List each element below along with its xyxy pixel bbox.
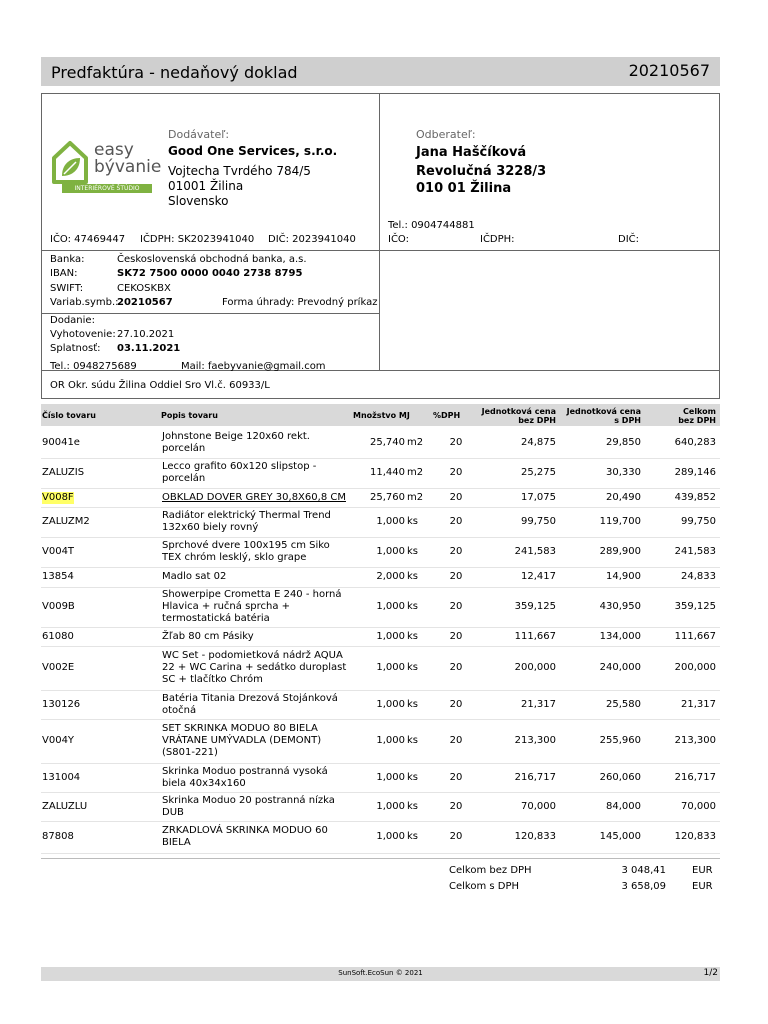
- item-description: [162, 540, 347, 564]
- supplier-dic: DIČ: 2023941040: [268, 234, 356, 245]
- item-quantity: 1,000: [376, 516, 405, 527]
- col-unit-gross-header-line2: s DPH: [614, 416, 641, 425]
- item-quantity: 1,000: [376, 699, 405, 710]
- payment-method: Forma úhrady: Prevodný príkaz: [222, 297, 378, 308]
- document-title: Predfaktúra - nedaňový doklad: [51, 63, 298, 82]
- due-label: Splatnosť:: [50, 343, 101, 354]
- item-unit: ks: [407, 735, 419, 746]
- item-description-line: Skrinka Moduo postranná vysoká: [162, 766, 328, 777]
- item-description-line: Showerpipe Crometta E 240 - horná: [162, 589, 342, 600]
- item-total: 289,146: [674, 467, 716, 478]
- item-unit: ks: [407, 699, 419, 710]
- company-logo: [50, 138, 162, 194]
- item-description-line: Hlavica + ručná sprcha +: [162, 601, 291, 612]
- col-code-header: Číslo tovaru: [42, 411, 96, 420]
- col-desc-header: Popis tovaru: [161, 411, 218, 420]
- item-quantity: 1,000: [376, 601, 405, 612]
- item-unit-gross-price: 14,900: [606, 571, 641, 582]
- supplier-country: Slovensko: [168, 194, 229, 208]
- item-description-line: biela 40x34x160: [162, 778, 246, 789]
- contact-tel: Tel.: 0948275689: [50, 361, 137, 372]
- item-unit: ks: [407, 516, 419, 527]
- item-total: 640,283: [674, 437, 716, 448]
- item-unit-gross-price: 20,490: [606, 492, 641, 503]
- col-unit-gross-header-line1: Jednotková cena: [566, 407, 641, 416]
- item-description: [162, 571, 347, 583]
- item-quantity: 1,000: [376, 631, 405, 642]
- issue-label: Vyhotovenie:: [50, 329, 116, 340]
- col-total-header: [678, 407, 716, 425]
- item-unit-net-price: 12,417: [521, 571, 556, 582]
- table-row: [41, 719, 720, 764]
- logo-tagline: INTERIÉROVÉ ŠTÚDIO: [62, 184, 152, 193]
- col-qty-header: Množstvo MJ: [353, 411, 410, 420]
- item-code: 90041e: [42, 437, 80, 448]
- customer-label: Odberateľ:: [416, 128, 476, 141]
- total-gross-value: 3 658,09: [621, 881, 666, 892]
- table-row: [41, 567, 720, 588]
- item-unit-net-price: 17,075: [521, 492, 556, 503]
- header-divider-h1: [41, 250, 720, 251]
- table-row: [41, 587, 720, 628]
- item-description-line: Johnstone Beige 120x60 rekt.: [162, 431, 310, 442]
- item-description: [162, 510, 347, 534]
- item-description-line: SC + tlačítko Chróm: [162, 674, 263, 685]
- item-description: [162, 825, 347, 849]
- item-code: 13854: [42, 571, 74, 582]
- variable-symbol-label: Variab.symb.:: [50, 297, 119, 308]
- item-description-line: TEX chróm lesklý, sklo grape: [162, 552, 307, 563]
- item-vat: 20: [449, 467, 463, 478]
- item-vat: 20: [449, 546, 463, 557]
- item-total: 213,300: [674, 735, 716, 746]
- item-unit: m2: [407, 492, 424, 503]
- item-unit-net-price: 213,300: [514, 735, 556, 746]
- item-unit-gross-price: 289,900: [599, 546, 641, 557]
- item-code: V004T: [42, 546, 75, 557]
- item-unit-net-price: 200,000: [514, 662, 556, 673]
- item-quantity: 1,000: [376, 831, 405, 842]
- item-unit-gross-price: 84,000: [606, 801, 641, 812]
- item-unit-gross-price: 430,950: [599, 601, 641, 612]
- item-quantity: 1,000: [376, 801, 405, 812]
- item-unit-net-price: 120,833: [514, 831, 556, 842]
- item-description-line: Skrinka Moduo 20 postranná nízka: [162, 795, 335, 806]
- swift-value: CEKOSKBX: [117, 283, 171, 294]
- col-unit-gross-header: [567, 407, 641, 425]
- item-total: 241,583: [674, 546, 716, 557]
- item-code: V002E: [42, 662, 75, 673]
- document-title-bar: [41, 57, 720, 86]
- item-vat: 20: [449, 662, 463, 673]
- item-quantity: 1,000: [376, 735, 405, 746]
- item-unit-net-price: 25,275: [521, 467, 556, 478]
- item-code: 131004: [42, 772, 81, 783]
- item-quantity: 11,440: [370, 467, 405, 478]
- page-number: 1/2: [703, 968, 718, 978]
- item-total: 21,317: [681, 699, 716, 710]
- item-vat: 20: [449, 516, 463, 527]
- customer-street: Revolučná 3228/3: [416, 164, 547, 179]
- bank-label: Banka:: [50, 254, 85, 265]
- customer-city: 010 01 Žilina: [416, 181, 512, 196]
- supplier-street: Vojtecha Tvrdého 784/5: [168, 164, 311, 178]
- item-description-line: SET SKRINKA MODUO 80 BIELA: [162, 723, 318, 734]
- total-net-label: Celkom bez DPH: [449, 865, 532, 876]
- item-code: 130126: [42, 699, 81, 710]
- table-row: [41, 763, 720, 793]
- item-vat: 20: [449, 801, 463, 812]
- item-code: ZALUZLU: [42, 801, 88, 812]
- issue-date: 27.10.2021: [117, 329, 175, 340]
- item-unit-gross-price: 119,700: [599, 516, 641, 527]
- item-unit-net-price: 111,667: [514, 631, 556, 642]
- supplier-city: 01001 Žilina: [168, 179, 244, 193]
- item-code: ZALUZIS: [42, 467, 85, 478]
- item-total: 359,125: [674, 601, 716, 612]
- item-vat: 20: [449, 437, 463, 448]
- item-description-line: 22 + WC Carina + sedátko duroplast: [162, 662, 347, 673]
- table-row: [41, 537, 720, 568]
- item-unit-gross-price: 30,330: [606, 467, 641, 478]
- table-row: [41, 690, 720, 720]
- item-unit-net-price: 241,583: [514, 546, 556, 557]
- item-description: [162, 693, 347, 717]
- item-code: 61080: [42, 631, 74, 642]
- item-description: [162, 492, 347, 504]
- supplier-ico: IČO: 47469447: [50, 234, 126, 245]
- item-total: 216,717: [674, 772, 716, 783]
- item-unit-net-price: 21,317: [521, 699, 556, 710]
- item-vat: 20: [449, 631, 463, 642]
- col-vat-header: %DPH: [433, 411, 461, 420]
- item-description: [162, 631, 347, 643]
- customer-tel: Tel.: 0904744881: [388, 220, 475, 231]
- item-description-line: WC Set - podomietková nádrž AQUA: [162, 650, 343, 661]
- logo-text-line1: easy: [94, 140, 134, 160]
- item-unit-gross-price: 25,580: [606, 699, 641, 710]
- delivery-label: Dodanie:: [50, 315, 95, 326]
- item-quantity: 25,760: [370, 492, 405, 503]
- supplier-name: Good One Services, s.r.o.: [168, 144, 338, 158]
- item-description-line: porcelán: [162, 443, 206, 454]
- col-unit-net-header: [482, 407, 556, 425]
- header-divider-h2: [41, 313, 379, 314]
- item-description: [162, 766, 347, 790]
- item-unit: ks: [407, 801, 419, 812]
- item-unit: ks: [407, 831, 419, 842]
- item-unit: m2: [407, 437, 424, 448]
- col-total-header-line1: Celkom: [683, 407, 716, 416]
- item-unit-gross-price: 240,000: [599, 662, 641, 673]
- item-unit-net-price: 359,125: [514, 601, 556, 612]
- contact-mail: Mail: faebyvanie@gmail.com: [181, 361, 326, 372]
- item-description-line: VRÁTANE UMÝVADLA (DEMONT): [162, 735, 322, 746]
- software-credit: SunSoft.EcoSun © 2021: [338, 969, 423, 977]
- item-total: 120,833: [674, 831, 716, 842]
- item-description: [162, 795, 347, 819]
- company-register: OR Okr. súdu Žilina Oddiel Sro Vl.č. 60933/L: [50, 380, 270, 391]
- item-quantity: 1,000: [376, 662, 405, 673]
- document-number: 20210567: [628, 61, 710, 80]
- header-divider: [379, 93, 380, 370]
- item-description-line: 132x60 biely rovný: [162, 522, 259, 533]
- item-code: V004Y: [42, 735, 75, 746]
- item-code: V009B: [42, 601, 75, 612]
- customer-ico: IČO:: [388, 234, 409, 245]
- item-description-line: DUB: [162, 807, 184, 818]
- item-unit-gross-price: 260,060: [599, 772, 641, 783]
- item-description-line: Lecco grafito 60x120 slipstop -: [162, 461, 317, 472]
- supplier-icdph: IČDPH: SK2023941040: [140, 234, 255, 245]
- item-code: V008F: [42, 492, 74, 503]
- table-row: [41, 646, 720, 691]
- item-unit-net-price: 24,875: [521, 437, 556, 448]
- item-description: [162, 461, 347, 485]
- item-unit: ks: [407, 546, 419, 557]
- item-description-line: Žľab 80 cm Pásiky: [162, 631, 254, 642]
- item-description-line: otočná: [162, 705, 197, 716]
- total-gross-label: Celkom s DPH: [449, 881, 520, 892]
- item-vat: 20: [449, 492, 463, 503]
- iban-value: SK72 7500 0000 0040 2738 8795: [117, 268, 303, 279]
- item-vat: 20: [449, 831, 463, 842]
- item-unit-gross-price: 255,960: [599, 735, 641, 746]
- item-unit-gross-price: 145,000: [599, 831, 641, 842]
- logo-text-line2: bývanie: [94, 157, 162, 177]
- item-description-line: BIELA: [162, 837, 191, 848]
- item-description: [162, 650, 347, 686]
- table-row: [41, 821, 720, 854]
- table-row: [41, 488, 720, 508]
- item-unit-net-price: 99,750: [521, 516, 556, 527]
- item-vat: 20: [449, 571, 463, 582]
- item-description-line: ZRKADLOVÁ SKRINKA MODUO 60: [162, 825, 328, 836]
- supplier-label: Dodávateľ:: [168, 128, 230, 141]
- table-row: [41, 792, 720, 822]
- item-unit: ks: [407, 772, 419, 783]
- customer-name: Jana Haščíková: [416, 145, 527, 160]
- item-total: 99,750: [681, 516, 716, 527]
- col-unit-net-header-line2: bez DPH: [518, 416, 556, 425]
- item-total: 70,000: [681, 801, 716, 812]
- table-row: [41, 507, 720, 538]
- due-date: 03.11.2021: [117, 343, 181, 354]
- table-row: [41, 627, 720, 647]
- item-vat: 20: [449, 601, 463, 612]
- table-row: [41, 428, 720, 459]
- iban-label: IBAN:: [50, 268, 78, 279]
- item-description-line: porcelán: [162, 473, 206, 484]
- item-description-line: termostatická batéria: [162, 613, 270, 624]
- item-vat: 20: [449, 772, 463, 783]
- swift-label: SWIFT:: [50, 283, 84, 294]
- item-unit: ks: [407, 662, 419, 673]
- item-description-line: Batéria Titania Drezová Stojánková: [162, 693, 338, 704]
- item-total: 24,833: [681, 571, 716, 582]
- item-unit: ks: [407, 631, 419, 642]
- col-unit-net-header-line1: Jednotková cena: [481, 407, 556, 416]
- house-leaf-icon: [50, 138, 90, 184]
- item-quantity: 2,000: [376, 571, 405, 582]
- item-unit-net-price: 70,000: [521, 801, 556, 812]
- item-quantity: 1,000: [376, 772, 405, 783]
- col-total-header-line2: bez DPH: [678, 416, 716, 425]
- item-unit: m2: [407, 467, 424, 478]
- total-net-currency: EUR: [692, 865, 713, 876]
- footer-bar: [41, 967, 720, 981]
- item-description-line: Sprchové dvere 100x195 cm Siko: [162, 540, 330, 551]
- item-total: 111,667: [674, 631, 716, 642]
- totals-divider: [41, 858, 720, 859]
- item-vat: 20: [449, 699, 463, 710]
- item-quantity: 25,740: [370, 437, 405, 448]
- item-description: [162, 589, 347, 625]
- item-unit-gross-price: 29,850: [606, 437, 641, 448]
- total-net-value: 3 048,41: [621, 865, 666, 876]
- header-divider-h3: [41, 370, 720, 371]
- item-code: 87808: [42, 831, 74, 842]
- item-vat: 20: [449, 735, 463, 746]
- variable-symbol-value: 20210567: [117, 297, 173, 308]
- customer-icdph: IČDPH:: [480, 234, 515, 245]
- item-total: 200,000: [674, 662, 716, 673]
- item-unit-net-price: 216,717: [514, 772, 556, 783]
- item-unit: ks: [407, 571, 419, 582]
- total-gross-currency: EUR: [692, 881, 713, 892]
- item-description-line: Madlo sat 02: [162, 571, 227, 582]
- table-header: [41, 404, 720, 426]
- customer-dic: DIČ:: [618, 234, 640, 245]
- item-description: [162, 431, 347, 455]
- item-description: [162, 723, 347, 759]
- item-description-line: (S801-221): [162, 747, 218, 758]
- item-total: 439,852: [674, 492, 716, 503]
- item-unit: ks: [407, 601, 419, 612]
- item-unit-gross-price: 134,000: [599, 631, 641, 642]
- item-code: ZALUZM2: [42, 516, 90, 527]
- item-description-line: OBKLAD DOVER GREY 30,8X60,8 CM: [162, 492, 346, 503]
- bank-value: Československá obchodná banka, a.s.: [117, 254, 307, 265]
- table-row: [41, 458, 720, 489]
- item-quantity: 1,000: [376, 546, 405, 557]
- item-description-line: Radiátor elektrický Thermal Trend: [162, 510, 331, 521]
